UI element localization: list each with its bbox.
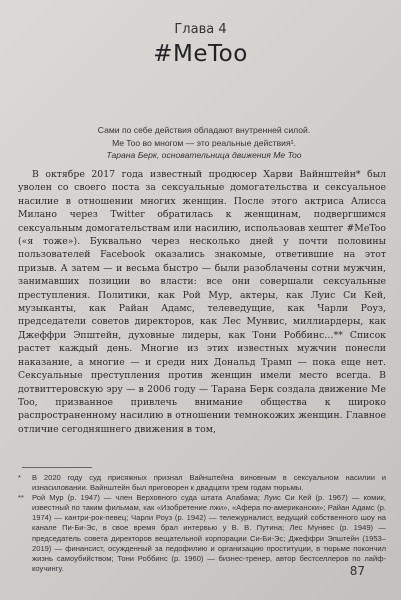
footnote-divider — [22, 467, 92, 468]
epigraph-attribution: Тарана Берк, основательница движения Me Too — [106, 150, 302, 160]
page-number: 87 — [349, 564, 365, 578]
footnotes — [18, 473, 386, 574]
epigraph-line-2: Me Too во многом — это реальные действия¹. — [112, 137, 296, 148]
body-text — [18, 168, 386, 436]
epigraph — [64, 124, 344, 162]
footnote-mark: * — [18, 473, 21, 482]
footnote-1 — [18, 473, 386, 493]
footnote-mark: ** — [18, 493, 24, 503]
footnote-text: Рой Мур (р. 1947) — член Верховного суда штата Алабама; Луис Си Кей (р. 1967) — комик, известный по таким фильмам, как «Изобретение лжи», «Афера по-американски»; Райан Адамс (р. 1974) — кантри-рок-певец; Чарли Роуз (р. 1942) — тележурналист, ведущий собственного шоу на канале Пи-Би-Эс, в свое время брал интервью у В. В. Путина; Лес Мунвес (р. 1949) — председатель совета директоров вещательной корпорации Си-Би-Эс; Джеффри Эпштейн (1953–2019) — финансист, осужденный за педофилию и организацию проституции, в тюрьме покончил жизнь самоубийством; Тони Роббинс (р. 1960) — бизнес-тренер, автор бестселлеров по лайф-коучингу. — [32, 493, 386, 573]
paragraph: В октябре 2017 года известный продюсер Харви Вайнштейн* был уволен со своего поста за сексуальные домогательства и сексуальное насилие в отношении многих женщин. После этого актриса Алисса Милано через Twitter обратилась к женщинам, подвергшимся сексуальным домогательствам или насилию, использовав хештег #MeToo («я тоже»). Буквально через несколько дней у почти половины пользователей Facebook оказались знакомые, ответившие на этот призыв. А затем — и весьма быстро — были разоблачены сотни мужчин, занимавших позиции во власти: все они совершали сексуальные преступления. Политики, как Рой Мур, актеры, как Луис Си Кей, музыканты, как Райан Адамс, телеведущие, как Чарли Роуз, председатели советов директоров, как Лес Мунвис, миллиардеры, как Джеффри Эпштейн, духовные лидеры, как Тони Роббинс…** Список растет каждый день. Многие из этих известных мужчин понесли наказание, а многие — и среди них Дональд Трамп — пока еще нет. Сексуальные преступления против женщин имели место всегда. В дотвиттеровскую эру — в 2006 году — Тарана Берк создала движение Me Too, призванное привлечь внимание общества к широко распространенному насилию в отношении темнокожих женщин. Главное отличие сегодняшнего движения в том, — [18, 169, 386, 435]
footnote-text: В 2020 году суд присяжных признал Вайнштейна виновным в сексуальном насилии и изнасиловании. Вайнштейн был приговорен к двадцати трем годам тюрьмы. — [32, 473, 386, 493]
footnote-2 — [18, 493, 386, 574]
chapter-number: Глава 4 — [174, 22, 227, 37]
epigraph-line-1: Сами по себе действия обладают внутренней силой. — [97, 125, 311, 135]
chapter-title: #MeToo — [153, 41, 248, 67]
